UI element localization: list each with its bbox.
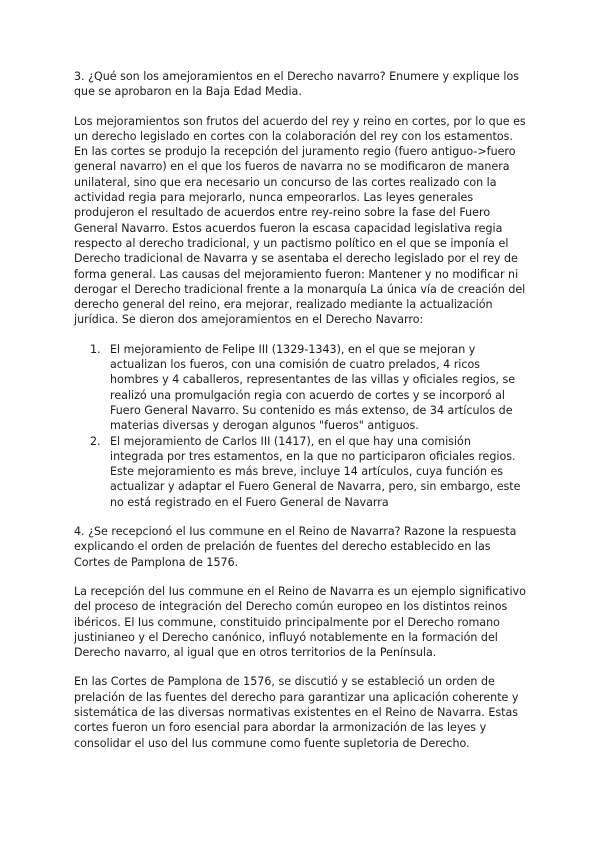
list-item-text: El mejoramiento de Felipe III (1329-1343), en el que se mejoran y actualizan los fueros, con una comisión de cuatro prelados, 4 ricos hombres y 4 caballeros, representantes de las villas y oficiales regios, se realizó una promulgación regia con acuerdo de cortes y se incorporó al Fuero General Navarro. Su contenido es más extenso, de 34 artículos de materias diversas y derogan algunos "fueros" antiguos. <box>110 342 516 433</box>
list-item-number: 1. <box>90 342 101 356</box>
list-item <box>90 434 526 510</box>
list-item <box>90 342 526 434</box>
answer-4-paragraph-1: La recepción del Ius commune en el Reino de Navarra es un ejemplo significativo del proceso de integración del Derecho común europeo en los distintos reinos ibéricos. El Ius commune, constituido principalmente por el Derecho romano justinianeo y el Derecho canónico, influyó notablemente en la formación del Derecho navarro, al igual que en otros territorios de la Península. <box>74 584 526 660</box>
answer-4-paragraph-2: En las Cortes de Pamplona de 1576, se discutió y se estableció un orden de prelación de las fuentes del derecho para garantizar una aplicación coherente y sistemática de las diversas normativas existentes en el Reino de Navarra. Estas cortes fueron un foro esencial para abordar la armonización de las leyes y consolidar el uso del Ius commune como fuente supletoria de Derecho. <box>74 675 519 750</box>
list-item-text: El mejoramiento de Carlos III (1417), en el que hay una comisión integrada por tres estamentos, en la que no participaron oficiales regios. Este mejoramiento es más breve, incluye 14 artículos, cuya función es actualizar y adaptar el Fuero General de Navarra, pero, sin embargo, este no está registrado en el Fuero General de Navarra <box>110 434 521 509</box>
answer-3: Los mejoramientos son frutos del acuerdo del rey y reino en cortes, por lo que es un derecho legislado en cortes con la colaboración del rey con los estamentos. En las cortes se produjo la recepción del juramento regio (fuero antiguo->fuero general navarro) en el que los fueros de navarra no se modificaron de manera unilateral, sino que era necesario un concurso de las cortes realizado con la actividad regia para mejorarlo, nunca empeorarlos. Las leyes generales produjeron el resultado de acuerdos entre rey-reino sobre la fase del Fuero General Navarro. Estos acuerdos fueron la escasa capacidad legislativa regia respecto al derecho tradicional, y un pactismo político en el que se imponía el Derecho tradicional de Navarra y se asentaba el derecho legislado por el rey de forma general. Las causas del mejoramiento fueron: Mantener y no modificar ni derogar el Derecho tradicional frente a la monarquía La única vía de creación del derecho general del reino, era mejorar, realizado mediante la actualización jurídica. Se dieron dos amejoramientos en el Derecho Navarro: <box>74 114 526 327</box>
amejoramientos-list <box>74 342 526 510</box>
question-4: 4. ¿Se recepcionó el Ius commune en el Reino de Navarra? Razone la respuesta explicando el orden de prelación de fuentes del derecho establecido en las Cortes de Pamplona de 1576. <box>74 525 517 569</box>
list-item-number: 2. <box>90 434 101 448</box>
question-3: 3. ¿Qué son los amejoramientos en el Derecho navarro? Enumere y explique los que se aprobaron en la Baja Edad Media. <box>74 70 520 99</box>
